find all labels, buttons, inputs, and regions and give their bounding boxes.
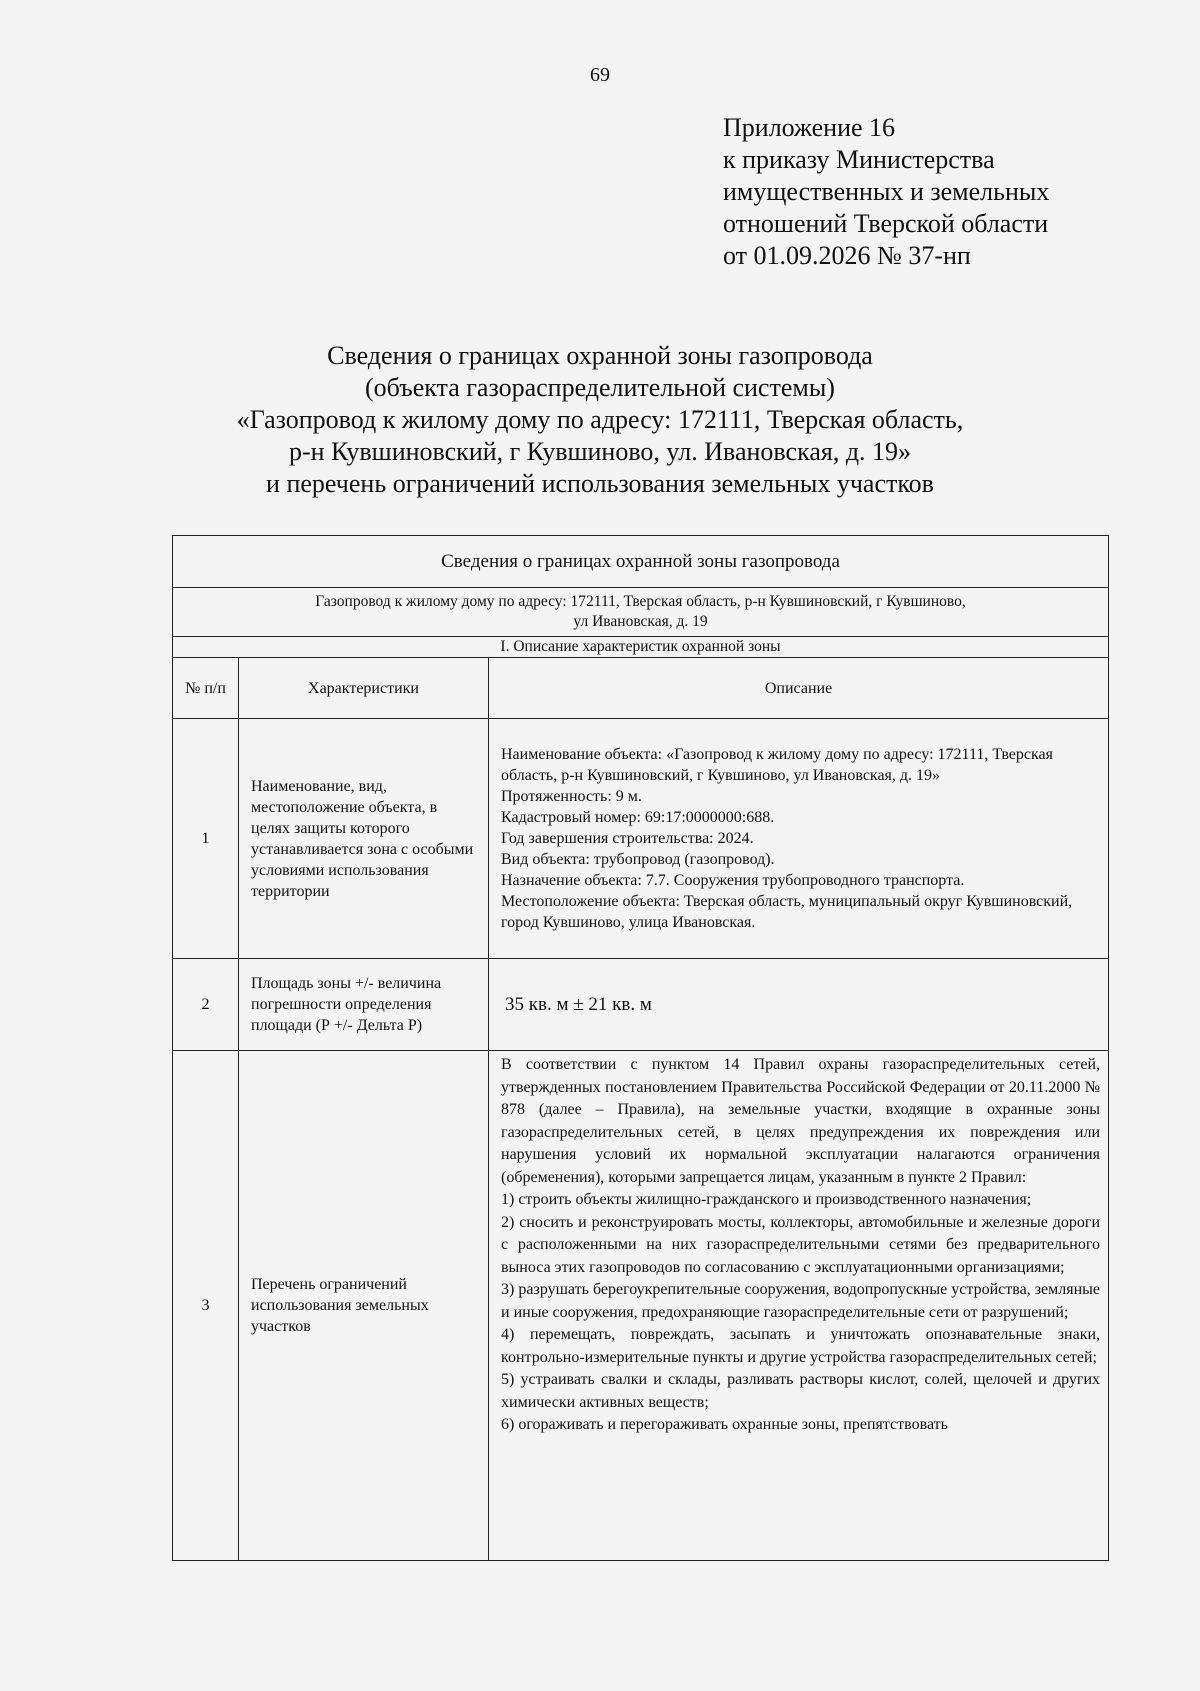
description-line: Кадастровый номер: 69:17:0000000:688.: [501, 809, 775, 826]
column-header-description: Описание: [489, 658, 1109, 719]
title-line: «Газопровод к жилому дому по адресу: 172111, Тверская область,: [236, 405, 964, 434]
appendix-line: отношений Тверской области: [723, 209, 1049, 238]
row-characteristic: Перечень ограничений использования земельных участков: [239, 1051, 489, 1561]
row-characteristic: Наименование, вид, местоположение объекта, в целях защиты которого устанавливается зона с особыми условиями использования территории: [239, 719, 489, 959]
subheader-line: Газопровод к жилому дому по адресу: 172111, Тверская область, р-н Кувшиновский, г Кувшиново,: [315, 593, 966, 610]
row-number: 2: [173, 959, 239, 1051]
table-header: Сведения о границах охранной зоны газопровода: [173, 536, 1109, 588]
row-description: [489, 1051, 1109, 1561]
appendix-line: имущественных и земельных: [723, 177, 1050, 206]
description-line: Местоположение объекта: Тверская область, муниципальный округ Кувшиновский, город Кувшиново, улица Ивановская.: [501, 893, 1073, 931]
document-title: [0, 340, 1200, 500]
description-line: 3) разрушать берегоукрепительные сооружения, водопропускные устройства, земляные и иные сооружения, предохраняющие газораспределительные сети от разрушений;: [501, 1281, 1101, 1321]
subheader-line: ул Ивановская, д. 19: [573, 613, 708, 630]
table-row: [173, 719, 1109, 959]
row-description: 35 кв. м ± 21 кв. м: [489, 959, 1109, 1051]
title-line: р-н Кувшиновский, г Кувшиново, ул. Ивановская, д. 19»: [288, 437, 912, 466]
title-line: (объекта газораспределительной системы): [365, 373, 835, 402]
row-description: [489, 719, 1109, 959]
description-line: Вид объекта: трубопровод (газопровод).: [501, 851, 775, 868]
description-line: 1) строить объекты жилищно-гражданского и производственного назначения;: [501, 1191, 1032, 1208]
appendix-line: Приложение 16: [723, 113, 896, 142]
appendix-line: от 01.09.2026 № 37-нп: [723, 241, 971, 270]
title-line: и перечень ограничений использования земельных участков: [266, 469, 934, 498]
row-number: 1: [173, 719, 239, 959]
appendix-block: [723, 112, 1049, 272]
row-characteristic: Площадь зоны +/- величина погрешности определения площади (Р +/- Дельта Р): [239, 959, 489, 1051]
table-row: [173, 1051, 1109, 1561]
description-line: Наименование объекта: «Газопровод к жилому дому по адресу: 172111, Тверская область, р-н Кувшиновский, г Кувшиново, ул Ивановская, д. 19»: [501, 746, 1053, 784]
column-header-characteristics: Характеристики: [239, 658, 489, 719]
description-line: 2) сносить и реконструировать мосты, коллекторы, автомобильные и железные дороги с расположенными на них газораспределительными сетями без предварительного выноса этих газопроводов по согласованию с эксплуатационными организациями;: [501, 1213, 1101, 1276]
column-header-num: № п/п: [173, 658, 239, 719]
protection-zone-table: [172, 535, 1109, 1561]
table-row: [173, 959, 1109, 1051]
description-line: Год завершения строительства: 2024.: [501, 830, 754, 847]
page-number: 69: [590, 64, 610, 86]
description-line: 4) перемещать, повреждать, засыпать и уничтожать опознавательные знаки, контрольно-измерительные пункты и другие устройства газораспределительных сетей;: [501, 1326, 1101, 1366]
row-number: 3: [173, 1051, 239, 1561]
title-line: Сведения о границах охранной зоны газопровода: [327, 341, 873, 370]
description-line: 5) устраивать свалки и склады, разливать растворы кислот, солей, щелочей и других химически активных веществ;: [501, 1371, 1101, 1411]
description-line: 6) огораживать и перегораживать охранные зоны, препятствовать: [501, 1416, 948, 1433]
description-line: Назначение объекта: 7.7. Сооружения трубопроводного транспорта.: [501, 872, 965, 889]
section-header: I. Описание характеристик охранной зоны: [173, 637, 1109, 658]
table-subheader: [173, 588, 1109, 637]
appendix-line: к приказу Министерства: [723, 145, 995, 174]
description-line: В соответствии с пунктом 14 Правил охраны газораспределительных сетей, утвержденных постановлением Правительства Российской Федерации от 20.11.2000 № 878 (далее – Правила), на земельные участки, входящие в охранные зоны газораспределительных сетей, в целях предупреждения их повреждения или нарушения условий их нормальной эксплуатации налагаются ограничения (обременения), которыми запрещается лицам, указанным в пункте 2 Правил:: [501, 1056, 1101, 1186]
description-line: Протяженность: 9 м.: [501, 788, 642, 805]
